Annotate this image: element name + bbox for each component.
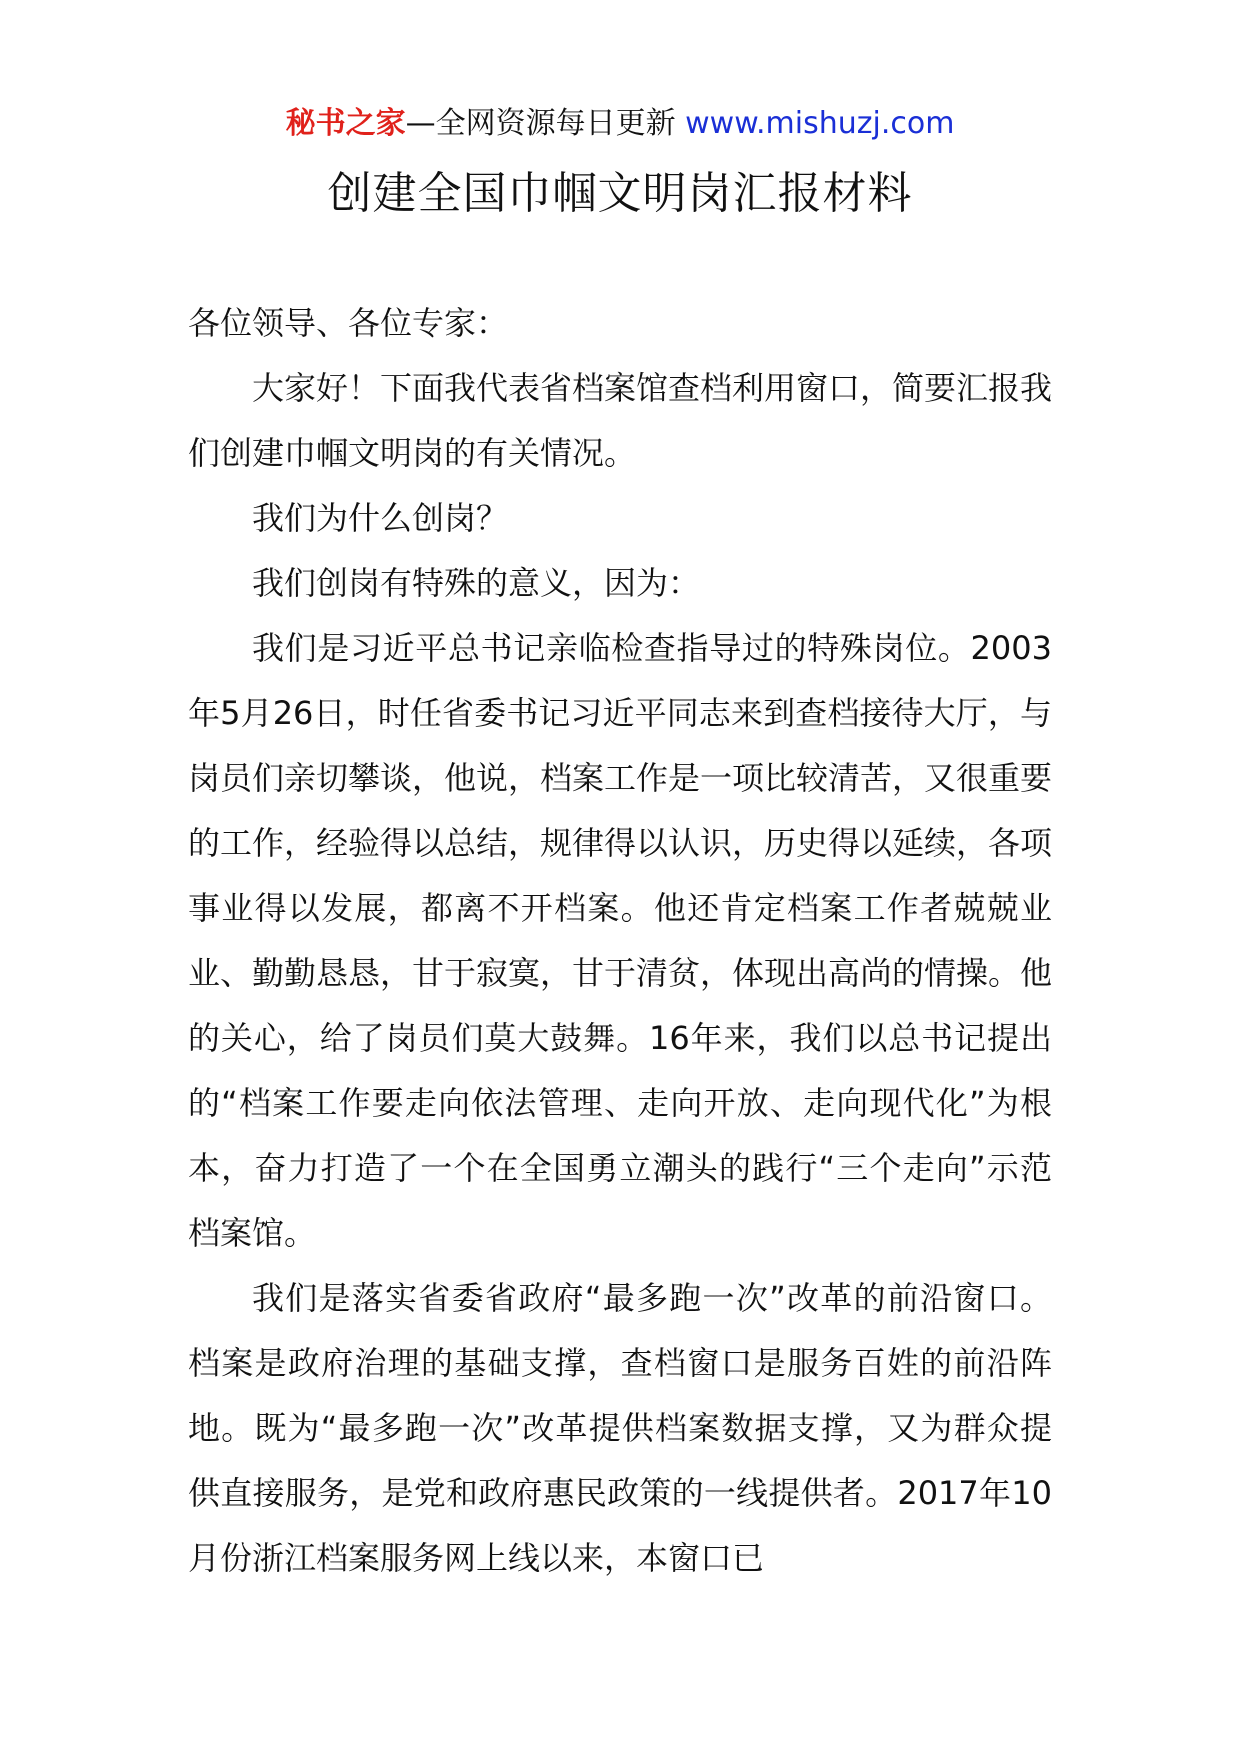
document-body xyxy=(188,291,1052,1591)
body-paragraph: 我们创岗有特殊的意义，因为： xyxy=(252,564,701,602)
body-paragraph: 我们是习近平总书记亲临检查指导过的特殊岗位。2003年5月26日，时任省委书记习近平同志来到查档接待大厅，与岗员们亲切攀谈，他说，档案工作是一项比较清苦，又很重要的工作，经验得以总结，规律得以认识，历史得以延续，各项事业得以发展，都离不开档案。他还肯定档案工作者兢兢业业、勤勤恳恳，甘于寂寞，甘于清贫，体现出高尚的情操。他的关心，给了岗员们莫大鼓舞。16年来，我们以总书记提出的“档案工作要走向依法管理、走向开放、走向现代化”为根本，奋力打造了一个在全国勇立潮头的践行“三个走向”示范档案馆。 xyxy=(188,629,1053,1252)
site-slogan: —全网资源每日更新 xyxy=(405,106,686,141)
document-title: 创建全国巾帼文明岗汇报材料 xyxy=(327,168,913,219)
body-paragraph: 大家好！下面我代表省档案馆查档利用窗口，简要汇报我们创建巾帼文明岗的有关情况。 xyxy=(188,369,1053,472)
salutation-paragraph: 各位领导、各位专家： xyxy=(188,304,509,342)
body-paragraph: 我们是落实省委省政府“最多跑一次”改革的前沿窗口。档案是政府治理的基础支撑，查档窗口是服务百姓的前沿阵地。既为“最多跑一次”改革提供档案数据支撑，又为群众提供直接服务，是党和政府惠民政策的一线提供者。2017年10月份浙江档案服务网上线以来，本窗口已 xyxy=(188,1279,1052,1577)
site-brand: 秘书之家 xyxy=(285,106,406,141)
site-url: www.mishuzj.com xyxy=(685,106,955,141)
site-header xyxy=(0,104,1240,144)
body-paragraph: 我们为什么创岗？ xyxy=(252,499,509,537)
